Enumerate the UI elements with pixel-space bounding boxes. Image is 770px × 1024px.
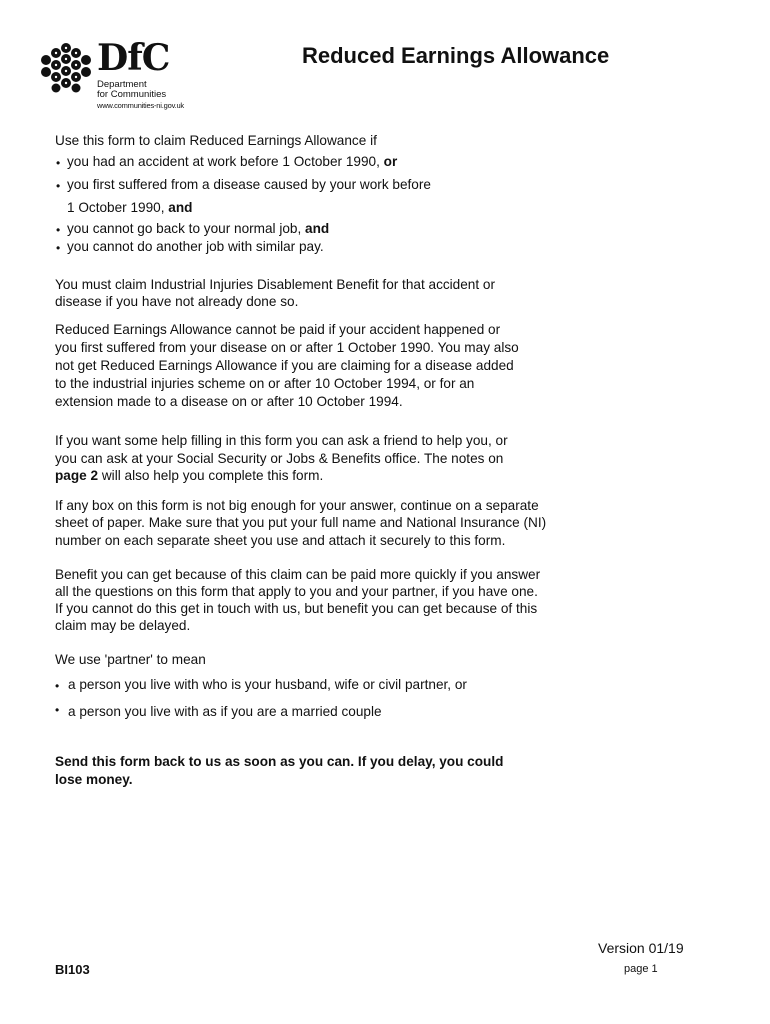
paragraph-line: lose money.	[55, 772, 133, 787]
intro-lead: Use this form to claim Reduced Earnings Allowance if	[55, 133, 377, 148]
partner-bullet-1: a person you live with who is your husband, wife or civil partner, or	[68, 677, 467, 692]
paragraph-line: you first suffered from your disease on or after 1 October 1990. You may also	[55, 340, 519, 355]
paragraph-line: Send this form back to us as soon as you can. If you delay, you could	[55, 754, 504, 769]
paragraph-line: Benefit you can get because of this claim can be paid more quickly if you answer	[55, 567, 541, 582]
logo-wordmark: DfC	[97, 37, 170, 79]
intro-bullet-4: you cannot do another job with similar pay.	[67, 239, 324, 254]
bullet-icon: •	[56, 241, 61, 255]
intro-bullet-1: you had an accident at work before 1 October 1990, or	[67, 154, 398, 169]
bullet-icon: •	[55, 703, 60, 717]
paragraph-line: You must claim Industrial Injuries Disablement Benefit for that accident or	[55, 277, 495, 292]
dfc-logo-icon	[40, 42, 92, 94]
paragraph-line: If you want some help filling in this form you can ask a friend to help you, or	[55, 433, 508, 448]
bullet-icon: •	[56, 179, 61, 193]
paragraph-line: sheet of paper. Make sure that you put your full name and National Insurance (NI)	[55, 515, 547, 530]
form-code: BI103	[55, 962, 90, 977]
intro-bullet-2: you first suffered from a disease caused by your work before	[67, 177, 431, 192]
paragraph-line: all the questions on this form that apply to you and your partner, if you have one.	[55, 584, 538, 599]
paragraph-line: number on each separate sheet you use and attach it securely to this form.	[55, 533, 506, 548]
partner-bullet-2: a person you live with as if you are a married couple	[68, 704, 382, 719]
paragraph-line: claim may be delayed.	[55, 618, 191, 633]
paragraph-line: to the industrial injuries scheme on or after 10 October 1994, or for an	[55, 376, 475, 391]
paragraph-line: you can ask at your Social Security or Jobs & Benefits office. The notes on	[55, 451, 504, 466]
page-number: page 1	[624, 963, 658, 975]
intro-bullet-3: you cannot go back to your normal job, and	[67, 221, 330, 236]
bullet-icon: •	[55, 679, 60, 693]
form-version: Version 01/19	[598, 940, 684, 956]
paragraph-line: extension made to a disease on or after 10 October 1994.	[55, 394, 403, 409]
paragraph-line: If any box on this form is not big enough for your answer, continue on a separate	[55, 498, 539, 513]
logo-sub-line: Department	[97, 79, 147, 90]
logo-department-name	[97, 80, 166, 100]
paragraph-line: page 2 will also help you complete this form.	[55, 468, 324, 483]
bullet-icon: •	[56, 223, 61, 237]
intro-bullet-2-cont: 1 October 1990, and	[67, 200, 193, 215]
paragraph-line: disease if you have not already done so.	[55, 294, 299, 309]
paragraph-line: Reduced Earnings Allowance cannot be paid if your accident happened or	[55, 322, 501, 337]
paragraph-line: not get Reduced Earnings Allowance if you are claiming for a disease added	[55, 358, 514, 373]
partner-lead: We use 'partner' to mean	[55, 652, 206, 667]
page-title: Reduced Earnings Allowance	[302, 43, 610, 68]
paragraph-line: If you cannot do this get in touch with us, but benefit you can get because of this	[55, 601, 538, 616]
bullet-icon: •	[56, 156, 61, 170]
logo-url: www.communities-ni.gov.uk	[97, 101, 184, 110]
logo-sub-line: for Communities	[97, 89, 167, 100]
